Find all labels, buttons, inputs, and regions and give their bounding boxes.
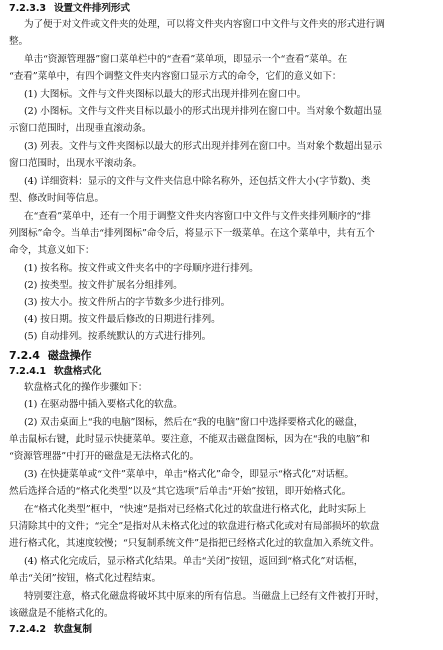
paragraph-line: 在“格式化类型”框中，“快速”是指对已经格式化过的软盘进行格式化，此时实际上 (24, 504, 367, 515)
paragraph-line: 列图标”命令。当单击“排列图标”命令后，将显示下一级菜单。在这个菜单中，共有五个 (9, 228, 375, 239)
list-item-continued: 单击“关闭”按钮，格式化过程结束。 (9, 573, 162, 584)
paragraph-line: 特别要注意，格式化磁盘将破坏其中原来的所有信息。当磁盘上已经有文件被打开时， (24, 591, 385, 602)
paragraph-line: 单击“资源管理器”窗口菜单栏中的“查看”菜单项，即显示一个“查看”菜单。在 (24, 54, 348, 65)
heading-title: 设置文件排列形式 (53, 3, 130, 14)
section-heading-7-2-4-2 (9, 623, 439, 637)
heading-title: 软盘复制 (53, 624, 92, 635)
list-item-continued: 单击鼠标右键，此时显示快捷菜单。要注意，不能双击磁盘图标，因为在“我的电脑”和 (9, 434, 370, 445)
list-item: (4) 格式化完成后，显示格式化结果。单击“关闭”按钮，返回到“格式化”对话框， (24, 556, 364, 567)
heading-number: 7.2.4.1 (9, 366, 46, 377)
paragraph-line: 进行格式化，其速度较慢；“只复制系统文件”是指把已经格式化过的软盘加入系统文件。 (9, 538, 380, 549)
list-item: (2) 小图标。文件与文件夹目标以最小的形式出现并排列在窗口中。当对象个数超出显 (24, 106, 383, 117)
list-item-continued: 然后选择合适的“格式化类型”以及“其它选项”后单击“开始”按钮，即开始格式化。 (9, 486, 352, 497)
list-item: (1) 在驱动器中插入要格式化的软盘。 (24, 399, 183, 410)
section-heading-7-2-4-1 (9, 365, 439, 379)
list-item: (3) 按大小。按文件所占的字节数多少进行排列。 (24, 297, 231, 308)
list-item-continued: 型、修改时间等信息。 (9, 193, 104, 204)
list-item-continued: 示窗口范围时，出现垂直滚动条。 (9, 123, 152, 134)
paragraph-line: 软盘格式化的操作步骤如下： (24, 382, 148, 393)
heading-number: 7.2.4.2 (9, 624, 46, 635)
heading-number: 7.2.3.3 (9, 3, 46, 14)
heading-title: 磁盘操作 (47, 349, 92, 362)
list-item: (4) 按日期。按文件最后修改的日期进行排列。 (24, 314, 221, 325)
list-item: (2) 按类型。按文件扩展名分组排列。 (24, 280, 183, 291)
paragraph-line: 为了便于对文件或文件夹的处理，可以将文件夹内容窗口中文件与文件夹的形式进行调 (24, 19, 385, 30)
list-item: (2) 双击桌面上“我的电脑”图标，然后在“我的电脑”窗口中选择要格式化的磁盘， (24, 417, 364, 428)
list-item: (4) 详细资料：显示的文件与文件夹信息中除名称外，还包括文件大小(字节数)、类 (24, 176, 371, 187)
paragraph-line: “查看”菜单中，有四个调整文件夹内容窗口显示方式的命令，它们的意义如下： (9, 71, 342, 82)
list-item: (1) 按名称。按文件或文件夹名中的字母顺序进行排列。 (24, 263, 259, 274)
list-item: (1) 大图标。文件与文件夹图标以最大的形式出现并排列在窗口中。 (24, 89, 307, 100)
section-heading-7-2-3-3 (9, 2, 439, 16)
list-item-continued: 窗口范围时，出现水平滚动条。 (9, 158, 142, 169)
heading-title: 软盘格式化 (53, 366, 102, 377)
list-item: (5) 自动排列。按系统默认的方式进行排列。 (24, 331, 212, 342)
paragraph-line: 只清除其中的文件；“完全”是指对从未格式化过的软盘进行格式化或对有局部损坏的软盘 (9, 521, 380, 532)
paragraph-line: 在“查看”菜单中，还有一个用于调整文件夹内容窗口中文件与文件夹排列顺序的“排 (24, 211, 371, 222)
heading-number: 7.2.4 (9, 349, 40, 362)
list-item: (3) 在快捷菜单或“文件”菜单中，单击“格式化”命令，即显示“格式化”对话框。 (24, 469, 354, 480)
section-heading-7-2-4 (9, 349, 439, 363)
paragraph-line: 命令，其意义如下： (9, 245, 95, 256)
paragraph-line: 该磁盘是不能格式化的。 (9, 608, 114, 619)
paragraph-line: 整。 (9, 36, 28, 47)
list-item: (3) 列表。文件与文件夹图标以最大的形式出现并排列在窗口中。当对象个数超出显示 (24, 141, 383, 152)
list-item-continued: “资源管理器”中打开的磁盘是无法格式化的。 (9, 451, 199, 462)
